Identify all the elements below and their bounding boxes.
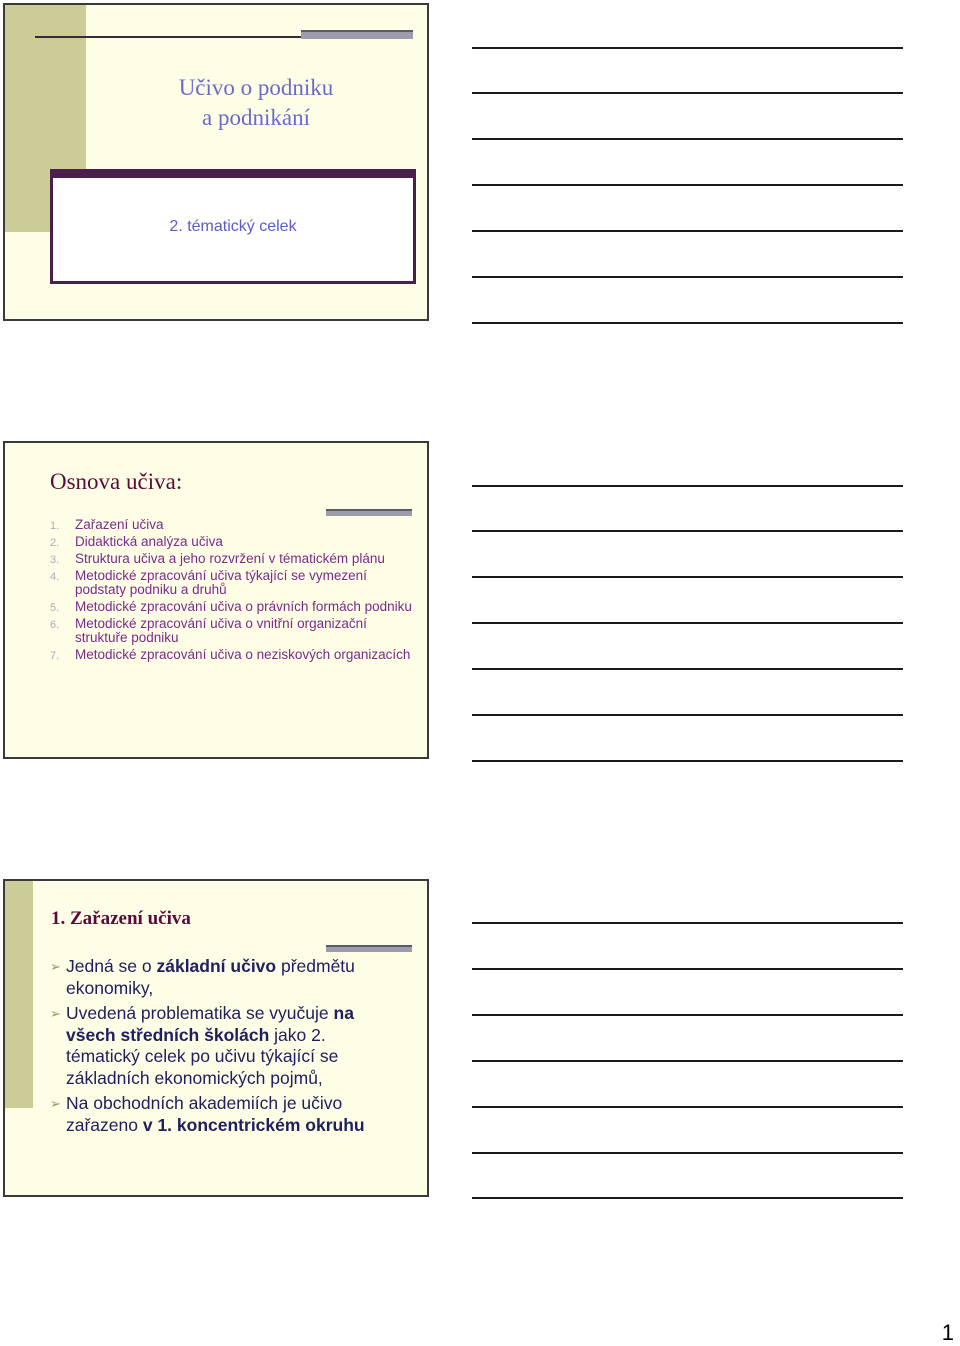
title-line-2: a podnikání <box>202 105 310 130</box>
note-line <box>472 47 903 49</box>
outline-item <box>50 569 420 597</box>
note-line <box>472 922 903 924</box>
note-line <box>472 622 903 624</box>
note-line <box>472 1152 903 1154</box>
note-line <box>472 760 903 762</box>
note-line <box>472 1060 903 1062</box>
page-number: 1 <box>941 1320 954 1345</box>
list-item <box>50 956 400 999</box>
subtitle-box <box>50 169 416 284</box>
arrow-bullet-icon: ➢ <box>50 959 61 974</box>
outline-item-text: Metodické zpracování učiva o neziskových organizacích <box>75 647 411 662</box>
decorative-gray-bar <box>326 509 412 516</box>
slide-3 <box>3 879 429 1197</box>
outline-item <box>50 617 420 645</box>
note-line <box>472 1106 903 1108</box>
outline-item-number: 6. <box>50 619 60 631</box>
outline-item-text: Zařazení učiva <box>75 517 164 532</box>
arrow-bullet-icon: ➢ <box>50 1006 61 1021</box>
item-text: Na obchodních akademiích je učivo zařazeno <box>66 1093 343 1135</box>
note-line <box>472 1014 903 1016</box>
outline-item-number: 5. <box>50 602 60 614</box>
decorative-gray-bar <box>301 30 413 39</box>
slide-1-title <box>86 73 426 133</box>
decorative-gray-bar <box>326 945 412 952</box>
note-line <box>472 322 903 324</box>
item-emphasis: v 1. koncentrickém okruhu <box>142 1114 365 1135</box>
slide-2 <box>3 441 429 759</box>
note-line <box>472 485 903 487</box>
note-line <box>472 230 903 232</box>
note-line <box>472 92 903 94</box>
outline-item <box>50 552 420 566</box>
outline-item-number: 1. <box>50 520 60 532</box>
note-line <box>472 138 903 140</box>
arrow-bullet-icon: ➢ <box>50 1096 61 1111</box>
outline-item <box>50 518 420 532</box>
outline-item-text: Struktura učiva a jeho rozvržení v tématickém plánu <box>75 551 385 566</box>
item-emphasis: na všech středních školách <box>66 1003 354 1045</box>
outline-item-number: 4. <box>50 571 60 583</box>
outline-item-number: 2. <box>50 537 60 549</box>
item-emphasis: základní učivo <box>156 956 277 976</box>
outline-list <box>50 518 420 665</box>
note-line <box>472 968 903 970</box>
outline-item <box>50 535 420 549</box>
note-line <box>472 1197 903 1199</box>
slide-2-heading: Osnova učiva: <box>50 469 183 494</box>
outline-item <box>50 600 420 614</box>
item-text: jako 2. tématický celek po učivu týkající se základních ekonomických pojmů, <box>66 1024 339 1088</box>
title-line-1: Učivo o podniku <box>178 75 334 100</box>
slide-1 <box>3 3 429 321</box>
note-line <box>472 714 903 716</box>
outline-item-text: Metodické zpracování učiva o právních formách podniku <box>75 599 412 614</box>
slide-1-subtitle: 2. tématický celek <box>169 218 297 235</box>
bullet-list <box>50 956 400 1140</box>
note-line <box>472 530 903 532</box>
note-line <box>472 276 903 278</box>
item-text: Uvedená problematika se vyučuje <box>66 1003 334 1023</box>
outline-item-text: Didaktická analýza učiva <box>75 534 223 549</box>
outline-item-text: Metodické zpracování učiva týkající se vymezení podstaty podniku a druhů <box>75 568 367 597</box>
item-text: předmětu ekonomiky, <box>66 956 355 998</box>
outline-item-number: 3. <box>50 554 60 566</box>
list-item <box>50 1093 400 1136</box>
note-line <box>472 668 903 670</box>
slide-3-heading: 1. Zařazení učiva <box>51 908 191 929</box>
outline-item-number: 7. <box>50 650 60 662</box>
outline-item <box>50 648 420 662</box>
note-line <box>472 576 903 578</box>
note-line <box>472 184 903 186</box>
accent-band <box>5 881 33 1108</box>
item-text: Jedná se o <box>66 956 157 976</box>
outline-item-text: Metodické zpracování učiva o vnitřní organizační struktuře podniku <box>75 616 367 645</box>
list-item <box>50 1003 400 1089</box>
